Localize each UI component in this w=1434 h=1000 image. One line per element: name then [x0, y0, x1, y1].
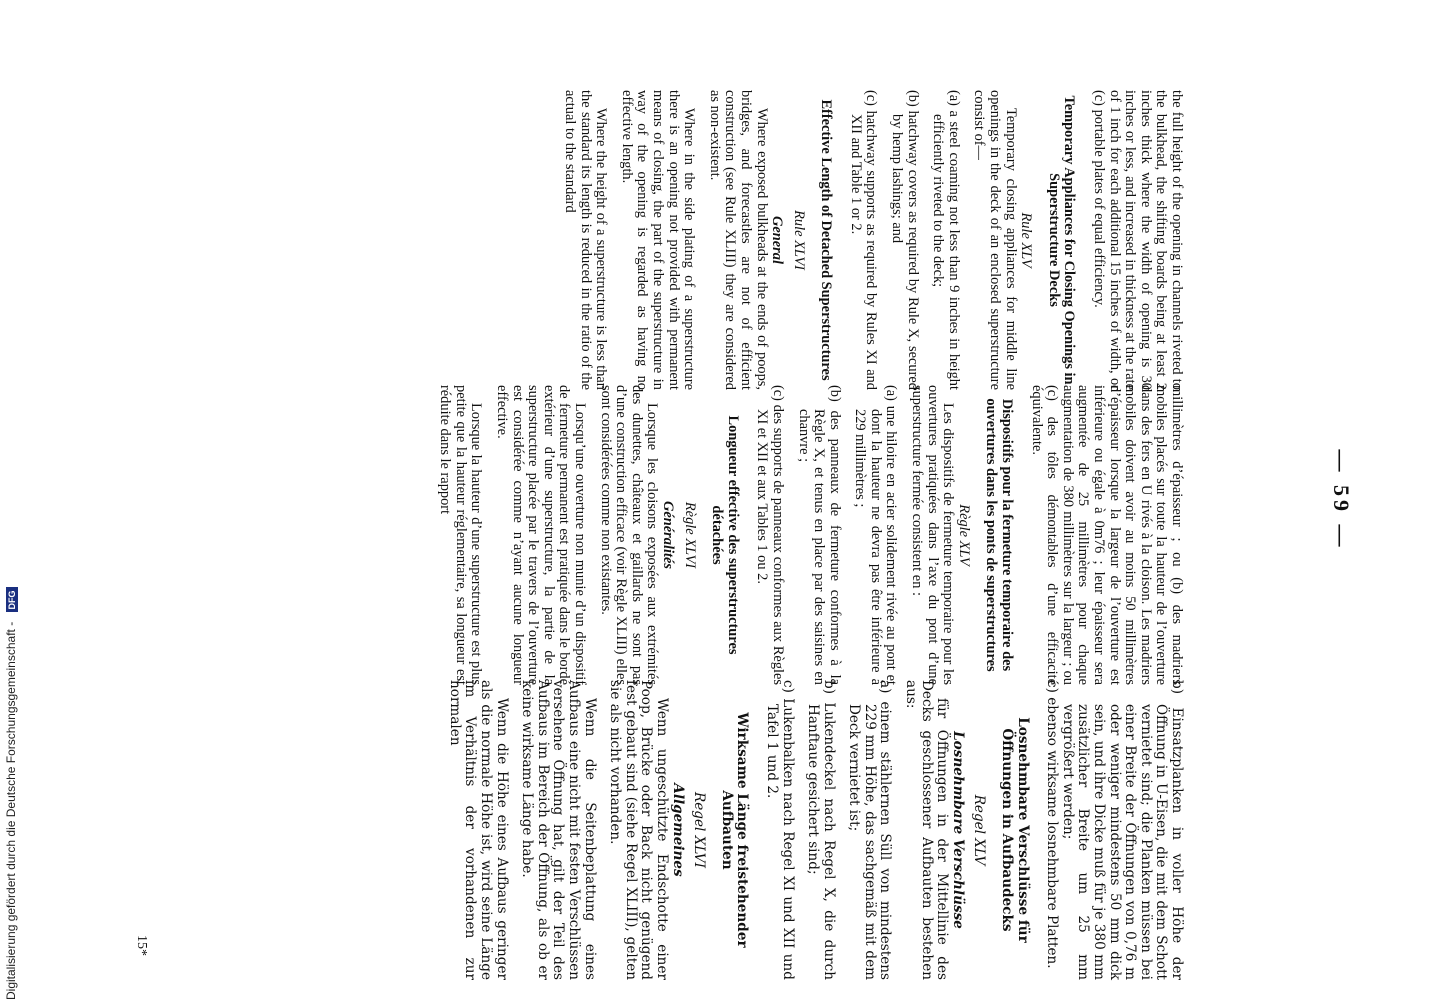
english-list-item: (a) a steel coaming not less than 9 inches in height efficiently riveted to the deck;: [930, 90, 962, 390]
german-list-item: c) Lukenbalken nach Regel XI und XII und Tafel 1 und 2.: [763, 680, 796, 980]
english-column: [561, 90, 1184, 390]
french-subheading: Généralités: [659, 501, 676, 569]
english-heading: Temporary Appliances for Closing Openings in Superstructure Decks: [1045, 95, 1078, 385]
french-paragraph: Les dispositifs de fermeture temporaire pour les ouvertures pratiquées dans l’axe du pont d’une superstructure fermée consistent en :: [909, 385, 957, 685]
english-paragraph: Where in the side plating of a superstructure there is an opening not provided with permanent means of closing, the part of the superstructure in way of the opening is regarded as having no effective length.: [618, 90, 698, 390]
french-column: [437, 385, 1184, 685]
english-subheading: General: [769, 216, 786, 264]
french-rule-label: Règle XLVI: [681, 501, 698, 569]
german-paragraph: Wenn die Höhe eines Aufbaus geringer als die normale Höhe ist, wird seine Länge im Verhältnis der vorhandenen zur normalen: [446, 680, 510, 980]
dfg-logo-icon: DFG: [6, 587, 18, 612]
german-rule-label: Regel XLVI: [691, 792, 708, 868]
digitization-credit: [4, 587, 18, 1000]
german-rule-label: Regel XLV: [971, 794, 988, 866]
french-paragraph: Lorsqu’une ouverture non munie d’un dispositif de fermeture permanent est pratiquée dans le bordé extérieur d’une superstructure, la partie de la superstructure placée par le travers de l’ouverture est considérée comme n’ayant aucune longueur effective.: [494, 385, 588, 685]
french-rule-label: Règle XLV: [955, 504, 972, 566]
credit-text: Digitalisierung gefördert durch die Deutsche Forschungsgemeinschaft -: [4, 621, 18, 1000]
german-list-item: c) ebenso wirksame losnehmbare Platten.: [1044, 680, 1061, 969]
english-paragraph: Temporary closing appliances for middle line openings in the deck of an enclosed superstructure consist of—: [971, 90, 1019, 390]
german-paragraph: Wenn ungeschützte Endschotte einer Poop, Brücke oder Back nicht genügend fest gebaut sind (siehe Regel XLIII), gelten sie als nicht vorhanden.: [607, 680, 670, 980]
signature-mark: 15*: [134, 935, 149, 956]
english-paragraph: the full height of the opening in channels riveted to the bulkhead, the shifting boards being at least 2 inches thick where the width of opening is 30 inches or less, and increased in thickness at the rate of 1 inch for each additional 15 inches of width, or (c) portable plates of equal efficiency.: [1091, 90, 1185, 390]
german-subheading: Allgemeines: [669, 783, 686, 877]
french-list-item: (a) une hiloire en acier solidement rivée au pont et dont la hauteur ne devra pas être inférieure à 229 millimètres ;: [852, 385, 900, 685]
french-paragraph: Lorsque la hauteur d’une superstructure est plus petite que la hauteur réglementaire, sa longueur est réduite dans le rapport: [437, 385, 485, 685]
french-paragraph: Lorsque les cloisons exposées aux extrémités des dunettes, châteaux et gaillards ne sont pas d’une construction efficace (voir Règle XLIII) elles sont considérées comme non existantes.: [597, 385, 661, 685]
page-number: — 59 —: [1329, 449, 1354, 551]
german-list-item: b) Lukendeckel nach Regel X, die durch Hanftaue gesichert sind;: [805, 680, 837, 980]
french-list-item: (b) des panneaux de fermeture conformes à la Règle X, et tenus en place par des saisines en chanvre ;: [795, 385, 843, 685]
german-paragraph: für Öffnungen in der Mittellinie des Decks geschlossener Aufbauten bestehen aus:: [903, 680, 951, 980]
english-heading: Effective Length of Detached Superstructures: [818, 99, 835, 381]
french-paragraph: millimètres d’épaisseur ; ou (b) des madriers mobiles placés sur toute la hauteur de l’ouverture dans des fers en U rivés à la cloison. Les madriers mobiles doivent avoir au moins 50 millimètres d’épaisseur lorsque la largeur de l’ouverture est inférieure ou égale à 0m76 ; leur épaisseur sera augmentée de 25 millimètres pour chaque augmentation de 380 millimètres sur la largeur ; ou (c) des tôles démontables d’une efficacité équivalente.: [1028, 385, 1185, 685]
german-subheading: Losnehmbare Verschlüsse: [949, 731, 966, 929]
english-rule-label: Rule XLV: [1018, 212, 1035, 268]
french-list-item: (c) des supports de panneaux conformes aux Règles XI et XII et aux Tables 1 ou 2.: [754, 385, 786, 685]
german-column: [446, 680, 1184, 980]
french-heading: Dispositifs pour la fermeture temporaire des ouvertures dans les ponts de superstructures: [983, 398, 1016, 672]
english-rule-label: Rule XLVI: [790, 210, 807, 270]
english-list-item: (c) hatchway supports as required by Rules XI and XII and Table 1 or 2.: [847, 90, 880, 390]
french-heading: Longueur effective des superstructures détachées: [709, 415, 741, 655]
german-heading: Losnehmbare Verschlüsse für Öffnungen in Aufbaudecks: [999, 717, 1031, 943]
english-paragraph: Where exposed bulkheads at the ends of poops, bridges, and forecastles are not of efficient construction (see Rule XLIII) they are considered as non-existent.: [706, 90, 770, 390]
german-paragraph: Wenn die Seitenbeplattung eines Aufbaus eine nicht mit festen Verschlüssen versehene Öffnung hat, gilt der Teil des Aufbaus im Bereich der Öffnung, als ob er keine wirksame Länge habe.: [519, 680, 598, 980]
english-paragraph: Where the height of a superstructure is less than the standard its length is reduced in the ratio of the actual to the standard: [562, 90, 610, 390]
german-list-item: a) einem stählernen Süll von mindestens 229 mm Höhe, das sachgemäß mit dem Deck vernietet ist;: [846, 680, 894, 980]
german-heading: Wirksame Länge freistehender Aufbauten: [718, 712, 751, 948]
english-list-item: (b) hatchway covers as required by Rule X, secured by hemp lashings; and: [889, 90, 921, 390]
german-list-item: b) Einsatzplanken in voller Höhe der Öffnung in U-Eisen, die mit dem Schott vernietet sind; die Planken müssen bei einer Breite der Öffnungen von 0,76 m oder weniger mindestens 50 mm dick sein, und ihre Dicke muß für je 380 mm zusätzlicher Breite um 25 mm vergrößert werden;: [1059, 680, 1185, 980]
